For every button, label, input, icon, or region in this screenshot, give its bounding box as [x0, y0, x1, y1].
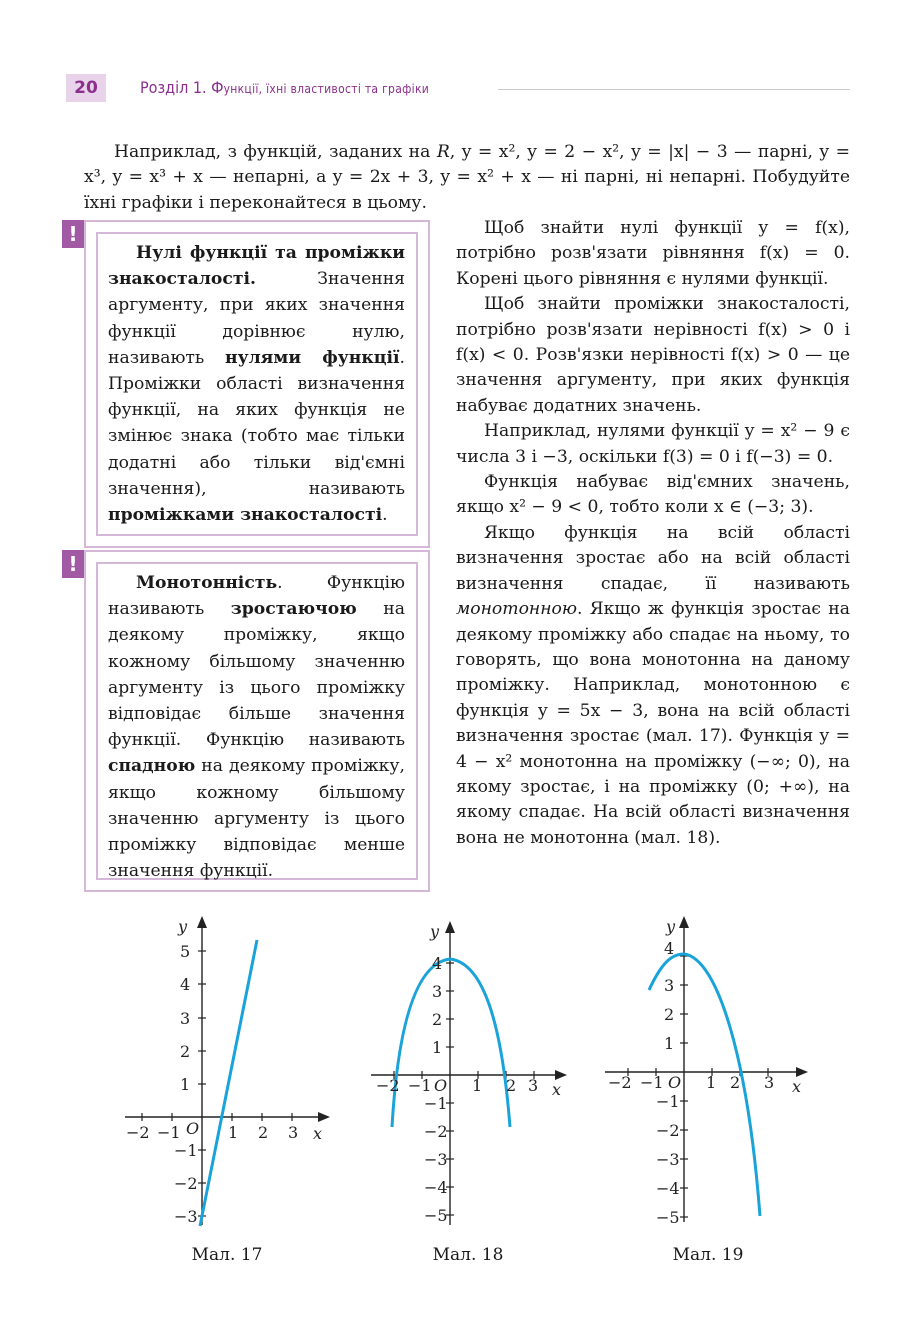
figure-18-graph: [366, 915, 576, 1235]
y-tick-label: 1: [432, 1038, 443, 1057]
y-axis-arrow: [197, 916, 207, 928]
section-title-cap: Ф: [211, 78, 224, 97]
y-tick-label: 1: [180, 1075, 191, 1094]
y-label: y: [430, 922, 440, 941]
x-tick-label: 2: [258, 1123, 269, 1142]
x-tick-label: 3: [288, 1123, 299, 1142]
term-monotonic-italic: монотонною: [456, 599, 578, 620]
y-tick-label: −3: [424, 1150, 448, 1169]
y-tick-label: 3: [180, 1009, 191, 1028]
x-tick-label: −2: [126, 1123, 150, 1142]
y-tick-label: −1: [656, 1092, 680, 1111]
figure-19-graph: [600, 910, 820, 1230]
term-monotonic: Монотонність: [136, 573, 278, 593]
y-tick-label: −3: [656, 1150, 680, 1169]
p5-text-b: . Якщо ж функція зростає на деякому проміжку або спадає на ньому, то говорять, що вона монотонна на даному проміжку. Наприклад, монотонною є функція y = 5x − 3, вона на всій області визначення зростає (мал. 17). Функція y = 4 − x² монотонна на проміжку (−∞; 0), на якому зростає, і на проміжку (0; +∞), на якому спадає. На всій області визначення вона не монотонна (мал. 18).: [456, 599, 850, 848]
figure-18-caption: Мал. 18: [432, 1245, 504, 1265]
paragraph-monotonic: [456, 521, 850, 851]
y-tick-label: −2: [174, 1174, 198, 1193]
intro-set-r: R: [436, 142, 450, 162]
y-label: y: [178, 917, 188, 936]
y-tick-label: 2: [180, 1042, 191, 1061]
y-tick-label: −3: [174, 1207, 198, 1226]
x-label: x: [313, 1124, 323, 1143]
x-tick-label: 1: [472, 1076, 483, 1095]
y-tick-label: 4: [432, 954, 443, 973]
page-number: 20: [66, 74, 106, 102]
intro-paragraph: [84, 140, 850, 216]
origin-label: O: [434, 1076, 448, 1095]
p5-text-a: Якщо функція на всій області визначення зростає або на всій області визначення спадає, її називають: [456, 522, 850, 594]
intro-text-rest: , y = x², y = 2 − x², y = |x| − 3 — парні, y = x³, y = x³ + x — непарні, а y = 2x + 3, y = x² + x — ні парні, ні непарні. Побудуйте їхні графіки і переконайтеся в цьому.: [84, 142, 850, 213]
y-tick-label: 2: [432, 1010, 443, 1029]
x-tick-label: −2: [608, 1073, 632, 1092]
term-decreasing: спадною: [108, 756, 196, 777]
figure-17-graph: [120, 910, 350, 1230]
x-tick-label: 1: [706, 1073, 717, 1092]
term-increasing: зростаючою: [230, 599, 357, 620]
figure-19-caption: Мал. 19: [672, 1245, 744, 1265]
term-sign-intervals: проміжками знакосталості: [108, 505, 383, 526]
section-title-rest: ункції, їхні властивості та графіки: [223, 82, 430, 96]
y-tick-label: 1: [664, 1034, 675, 1053]
y-axis-arrow: [445, 921, 455, 933]
box1-text-3: .: [382, 505, 388, 526]
right-column: [456, 216, 850, 851]
y-tick-label: 5: [180, 942, 191, 961]
x-tick-label: 3: [528, 1076, 539, 1095]
paragraph-example-zeros: Наприклад, нулями функції y = x² − 9 є числа 3 і −3, оскільки f(3) = 0 і f(−3) = 0.: [456, 421, 850, 467]
paragraph-find-sign: Щоб знайти проміжки знакосталості, потрібно розв'язати нерівності f(x) > 0 і f(x) < 0. Розв'язки нерівності f(x) > 0 — це значення аргументу, при яких функція набуває додатних значень.: [456, 294, 850, 416]
origin-label: O: [186, 1119, 200, 1138]
y-tick-label: 3: [664, 976, 675, 995]
x-tick-label: 3: [764, 1073, 775, 1092]
y-tick-label: −4: [656, 1179, 680, 1198]
line-5x-3: [200, 940, 257, 1226]
y-tick-label: 3: [432, 982, 443, 1001]
x-axis-arrow: [796, 1067, 808, 1077]
x-tick-label: 1: [228, 1123, 239, 1142]
definition-text-zeros: [108, 240, 405, 528]
header-divider: [498, 89, 850, 90]
section-label: Розділ 1.: [140, 78, 207, 97]
paragraph-find-zeros: Щоб знайти нулі функції y = f(x), потрібно розв'язати рівняння f(x) = 0. Корені цього рівняння є нулями функції.: [456, 218, 850, 289]
y-tick-label: 4: [180, 975, 191, 994]
y-tick-label: −2: [656, 1121, 680, 1140]
x-tick-label: −1: [408, 1076, 432, 1095]
y-tick-label: −4: [424, 1178, 448, 1197]
term-zeros: нулями функції: [224, 347, 400, 368]
y-tick-label: −2: [424, 1122, 448, 1141]
y-label: y: [666, 917, 676, 936]
definition-text-monotonic: [108, 570, 405, 884]
x-tick-label: −2: [376, 1076, 400, 1095]
x-label: x: [792, 1077, 802, 1096]
x-axis-arrow: [555, 1070, 567, 1080]
y-tick-label: −1: [174, 1141, 198, 1160]
origin-label: O: [668, 1073, 682, 1092]
intro-text: Наприклад, з функцій, заданих на: [114, 142, 437, 162]
box1-text-1: Значення аргументу, при яких значення функції дорівнює нулю, називають: [108, 269, 405, 368]
section-title: [140, 76, 429, 101]
term-zeros-and-sign: Нулі функції та проміжки знакосталості.: [108, 243, 405, 290]
figure-17-caption: Мал. 17: [191, 1245, 263, 1265]
parabola-4-x2: [392, 959, 510, 1127]
y-tick-label: −5: [656, 1208, 680, 1227]
y-tick-label: −1: [424, 1094, 448, 1113]
page-header: [0, 74, 924, 104]
important-mark-2: !: [62, 550, 84, 578]
box2-text-3: на деякому проміжку, якщо кожному більшому значенню аргументу із цього проміжку відповідає менше значення функції.: [108, 756, 405, 882]
y-axis-arrow: [679, 916, 689, 928]
box1-text-2: . Проміжки області визначення функції, на яких функція не змінює знака (тобто має тільки додатні або тільки від'ємні значення), називають: [108, 347, 405, 499]
y-tick-label: −5: [424, 1206, 448, 1225]
x-axis-arrow: [318, 1112, 330, 1122]
y-tick-label: 4: [664, 939, 675, 958]
box2-text-1: . Функцію називають: [108, 573, 405, 620]
x-tick-label: −1: [640, 1073, 664, 1092]
box2-text-2: на деякому проміжку, якщо кожному більшому значенню аргументу із цього проміжку відповідає більше значення функції. Функцію називають: [108, 599, 406, 751]
y-tick-label: 2: [664, 1005, 675, 1024]
x-tick-label: −1: [157, 1123, 181, 1142]
paragraph-negative-values: Функція набуває від'ємних значень, якщо x² − 9 < 0, тобто коли x ∈ (−3; 3).: [456, 472, 850, 518]
x-tick-label: 2: [506, 1076, 517, 1095]
x-tick-label: 2: [730, 1073, 741, 1092]
x-label: x: [552, 1080, 562, 1099]
important-mark-1: !: [62, 220, 84, 248]
